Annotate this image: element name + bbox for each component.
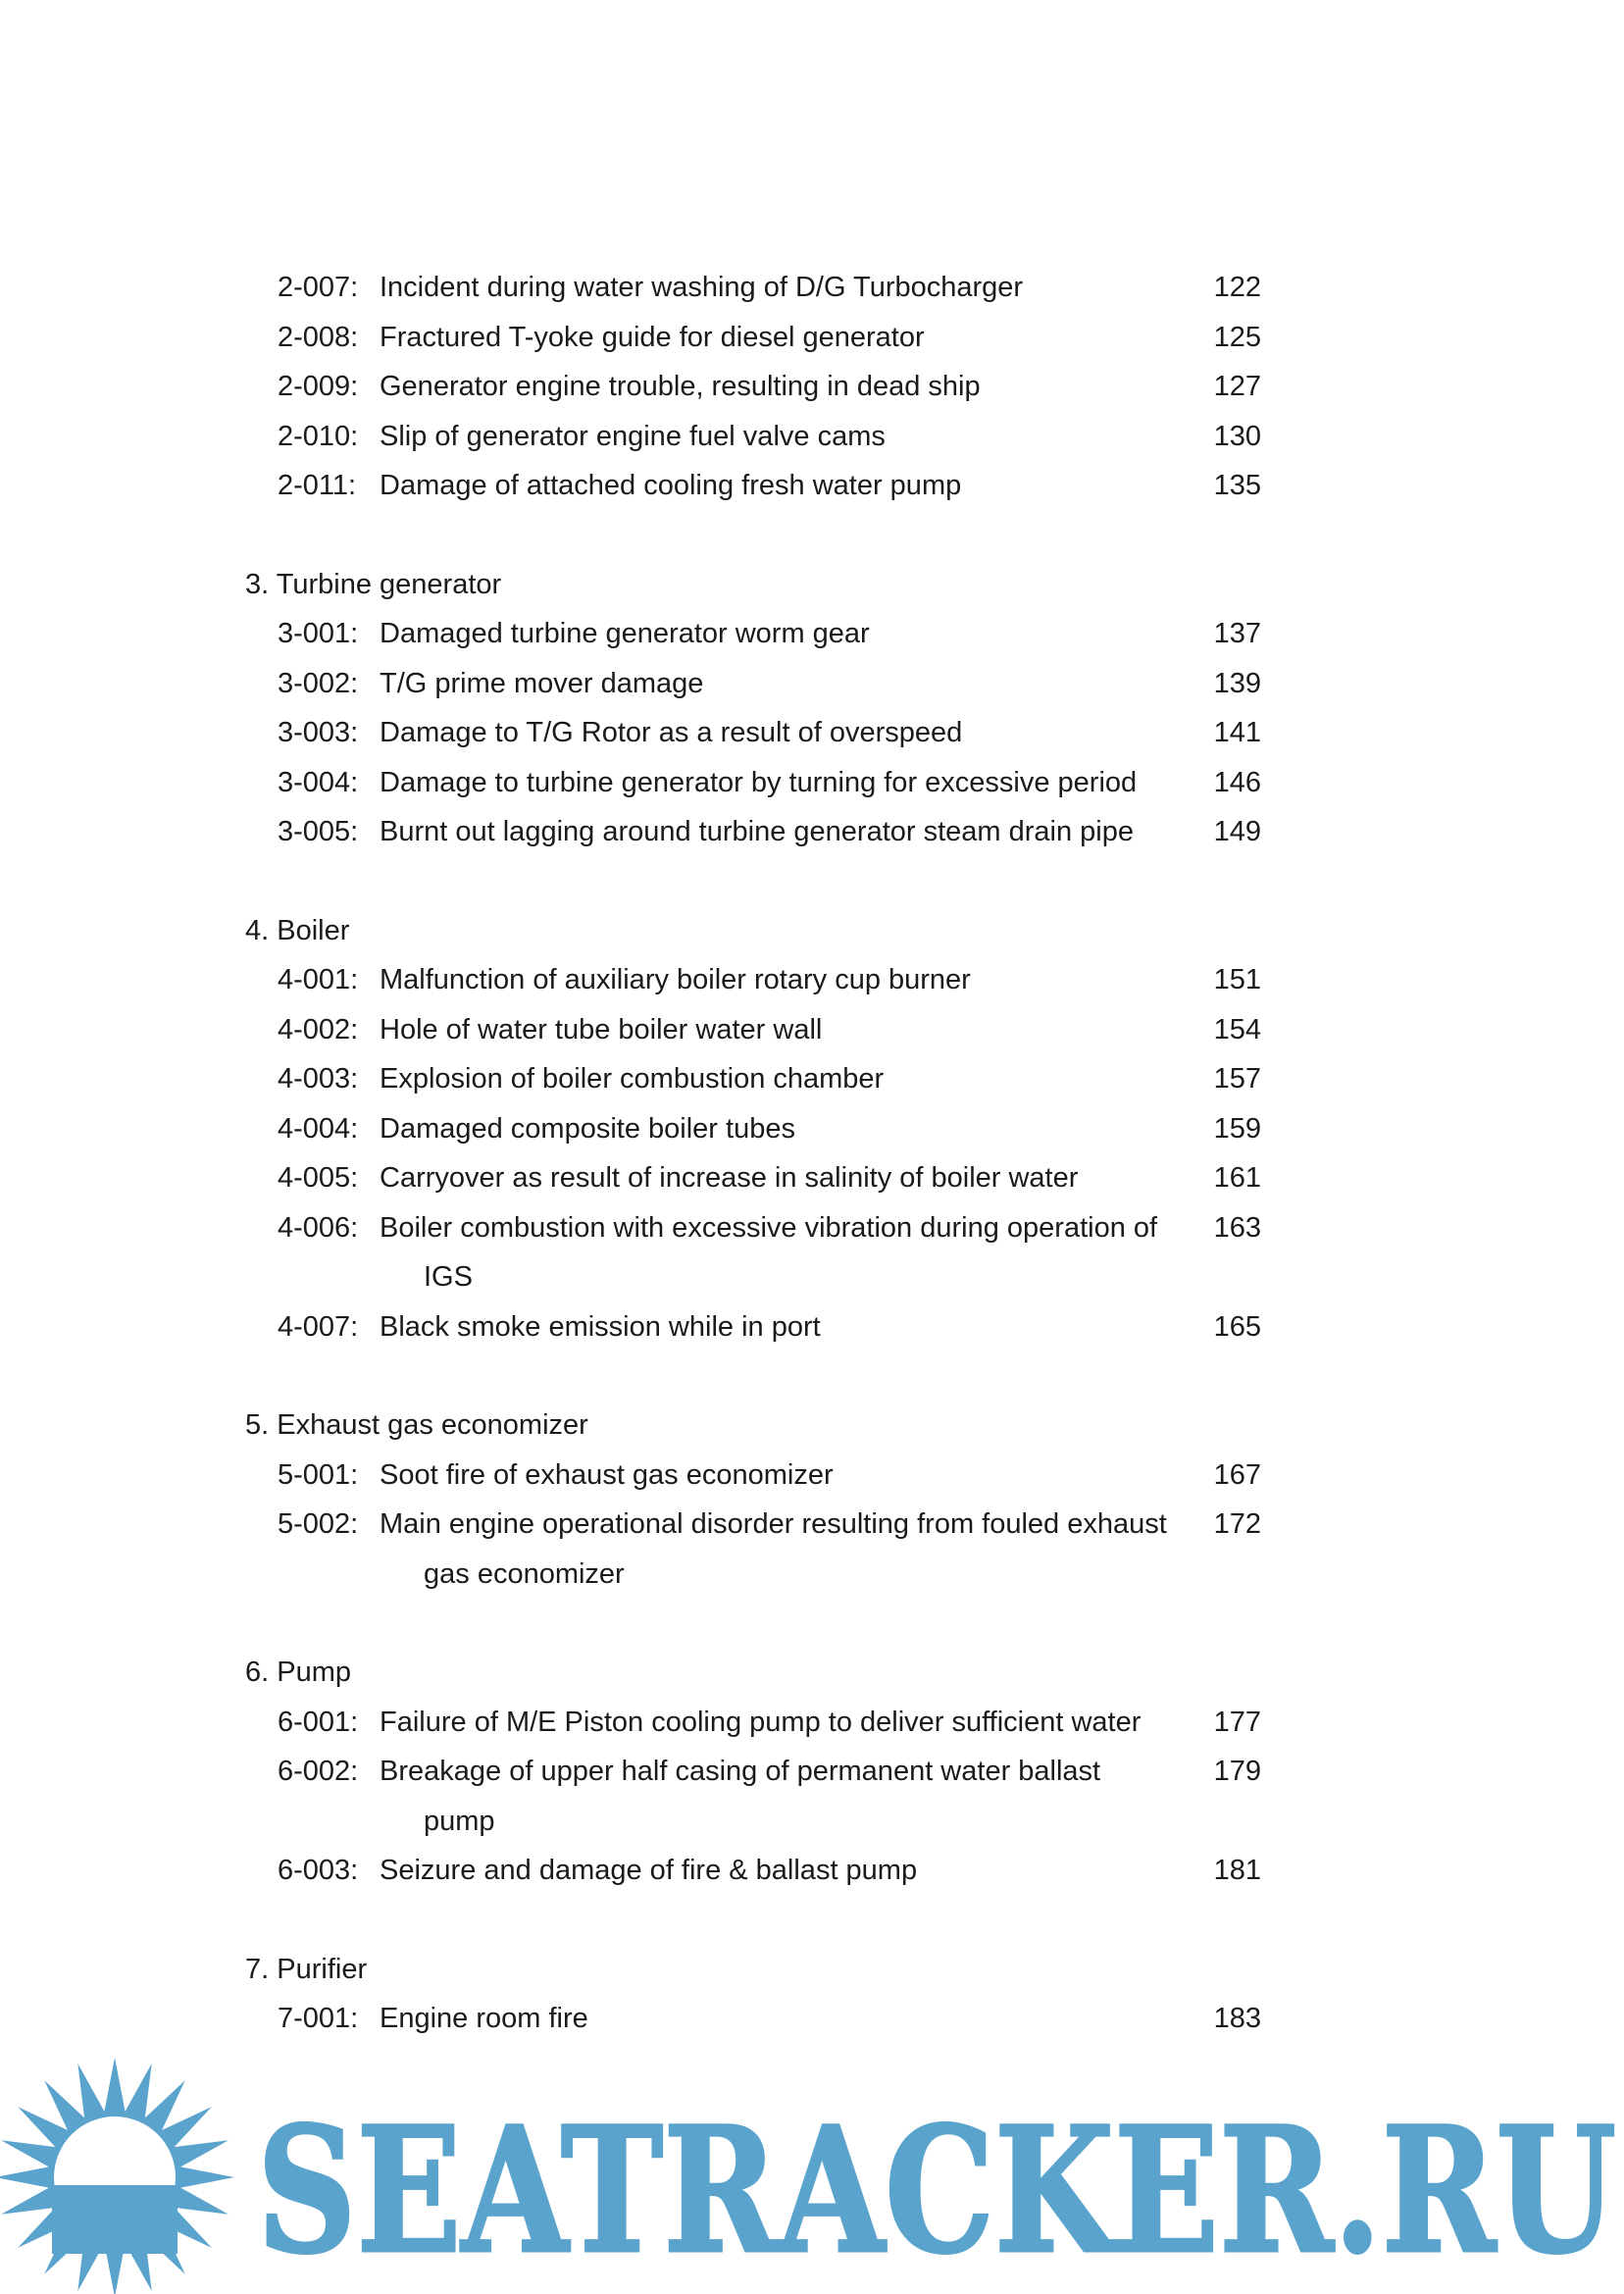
entry-code: 4-005:: [278, 1162, 359, 1194]
entry-title: Failure of M/E Piston cooling pump to deliver sufficient water: [380, 1706, 1142, 1738]
entry-code: 4-006:: [278, 1211, 359, 1244]
toc-entry: [245, 1846, 1275, 1896]
entry-code: 4-004:: [278, 1112, 359, 1145]
entry-code: 2-009:: [278, 371, 359, 402]
entry-title-continuation: IGS: [424, 1261, 473, 1293]
section-title: 5. Exhaust gas economizer: [245, 1409, 588, 1441]
entry-page-number: 177: [1213, 1706, 1261, 1738]
entry-title: Damage of attached cooling fresh water pump: [380, 470, 962, 501]
toc-entry: [245, 1500, 1275, 1599]
toc-section: [245, 560, 1275, 857]
entry-title: Incident during water washing of D/G Turbocharger: [380, 272, 1024, 303]
entry-title: Fractured T-yoke guide for diesel generator: [380, 321, 925, 353]
entry-title-continuation: gas economizer: [424, 1557, 625, 1590]
entry-title: Slip of generator engine fuel valve cams: [380, 420, 886, 452]
toc-entry: [245, 1203, 1275, 1302]
toc-entry: [245, 758, 1275, 808]
entry-title: Hole of water tube boiler water wall: [380, 1013, 823, 1045]
entry-page-number: 135: [1213, 470, 1261, 501]
entry-page-number: 137: [1213, 618, 1261, 649]
entry-title: Malfunction of auxiliary boiler rotary cup burner: [380, 964, 971, 995]
watermark-text: SEATRACKER.RU: [257, 2089, 1616, 2292]
section-title: 3. Turbine generator: [245, 568, 502, 600]
entry-code: 3-003:: [278, 717, 359, 748]
entry-code: 5-001:: [278, 1458, 359, 1491]
entry-title-continuation: pump: [424, 1805, 495, 1837]
toc-entry: [245, 1451, 1275, 1501]
entry-code: 5-002:: [278, 1508, 359, 1540]
entry-title: Generator engine trouble, resulting in dead ship: [380, 371, 981, 402]
entry-page-number: 165: [1213, 1310, 1261, 1343]
table-of-contents: [245, 263, 1275, 2093]
entry-title: Carryover as result of increase in salinity of boiler water: [380, 1162, 1079, 1194]
entry-title: Damage to T/G Rotor as a result of overspeed: [380, 717, 963, 748]
section-title: 6. Pump: [245, 1657, 351, 1688]
toc-entry: [245, 708, 1275, 758]
entry-title: T/G prime mover damage: [380, 667, 704, 699]
toc-entry: [245, 1994, 1275, 2044]
toc-entry: [245, 1054, 1275, 1104]
entry-page-number: 130: [1213, 420, 1261, 452]
entry-code: 6-002:: [278, 1756, 359, 1787]
toc-entry: [245, 1747, 1275, 1846]
entry-page-number: 151: [1213, 964, 1261, 995]
toc-entry: [245, 263, 1275, 313]
entry-page-number: 181: [1213, 1855, 1261, 1886]
entry-code: 6-003:: [278, 1855, 359, 1886]
entry-title: Main engine operational disorder resulting from fouled exhaust: [380, 1508, 1167, 1540]
toc-entry: [245, 313, 1275, 363]
toc-entry: [245, 412, 1275, 462]
entry-title: Soot fire of exhaust gas economizer: [380, 1458, 834, 1491]
entry-page-number: 183: [1213, 2003, 1261, 2034]
entry-code: 6-001:: [278, 1706, 359, 1738]
sun-icon: [0, 2058, 234, 2294]
entry-page-number: 157: [1213, 1063, 1261, 1095]
entry-code: 4-002:: [278, 1013, 359, 1045]
toc-entry: [245, 1302, 1275, 1352]
entry-code: 4-003:: [278, 1063, 359, 1095]
entry-page-number: 122: [1213, 272, 1261, 303]
watermark: [0, 2055, 1624, 2294]
entry-page-number: 146: [1213, 766, 1261, 798]
entry-title: Breakage of upper half casing of permanent water ballast: [380, 1756, 1101, 1787]
entry-page-number: 127: [1213, 371, 1261, 402]
toc-entry: [245, 609, 1275, 659]
entry-page-number: 141: [1213, 717, 1261, 748]
entry-code: 3-004:: [278, 766, 359, 798]
entry-title: Damage to turbine generator by turning for excessive period: [380, 766, 1138, 798]
toc-section: [245, 906, 1275, 1352]
toc-entry: [245, 1005, 1275, 1055]
toc-entry: [245, 1153, 1275, 1203]
entry-title: Damaged composite boiler tubes: [380, 1112, 795, 1145]
entry-page-number: 179: [1213, 1756, 1261, 1787]
toc-entry: [245, 807, 1275, 857]
entry-page-number: 172: [1213, 1508, 1261, 1540]
entry-page-number: 139: [1213, 667, 1261, 699]
toc-entry: [245, 1698, 1275, 1748]
entry-code: 3-001:: [278, 618, 359, 649]
toc-section: [245, 263, 1275, 511]
entry-title: Damaged turbine generator worm gear: [380, 618, 870, 649]
section-title: 4. Boiler: [245, 914, 350, 946]
section-title: 7. Purifier: [245, 1953, 368, 1985]
toc-section: [245, 1648, 1275, 1896]
toc-section: [245, 1945, 1275, 2044]
toc-entry: [245, 659, 1275, 709]
entry-title: Explosion of boiler combustion chamber: [380, 1063, 885, 1095]
entry-code: 4-001:: [278, 964, 359, 995]
toc-entry: [245, 1104, 1275, 1154]
entry-page-number: 159: [1213, 1112, 1261, 1145]
entry-page-number: 161: [1213, 1162, 1261, 1194]
entry-title: Black smoke emission while in port: [380, 1310, 821, 1343]
entry-title: Seizure and damage of fire & ballast pump: [380, 1855, 918, 1886]
entry-title: Engine room fire: [380, 2003, 588, 2034]
entry-code: 7-001:: [278, 2003, 359, 2034]
entry-page-number: 167: [1213, 1458, 1261, 1491]
entry-code: 2-010:: [278, 420, 359, 452]
entry-title: Burnt out lagging around turbine generator steam drain pipe: [380, 816, 1135, 847]
toc-entry: [245, 461, 1275, 511]
entry-code: 2-007:: [278, 272, 359, 303]
toc-entry: [245, 362, 1275, 412]
entry-code: 3-005:: [278, 816, 359, 847]
entry-title: Boiler combustion with excessive vibration during operation of: [380, 1211, 1158, 1244]
entry-page-number: 149: [1213, 816, 1261, 847]
entry-code: 2-011:: [278, 470, 357, 501]
entry-page-number: 163: [1213, 1211, 1261, 1244]
entry-code: 2-008:: [278, 321, 359, 353]
toc-entry: [245, 955, 1275, 1005]
toc-section: [245, 1401, 1275, 1599]
entry-page-number: 125: [1213, 321, 1261, 353]
entry-page-number: 154: [1213, 1013, 1261, 1045]
entry-code: 4-007:: [278, 1310, 359, 1343]
entry-code: 3-002:: [278, 667, 359, 699]
